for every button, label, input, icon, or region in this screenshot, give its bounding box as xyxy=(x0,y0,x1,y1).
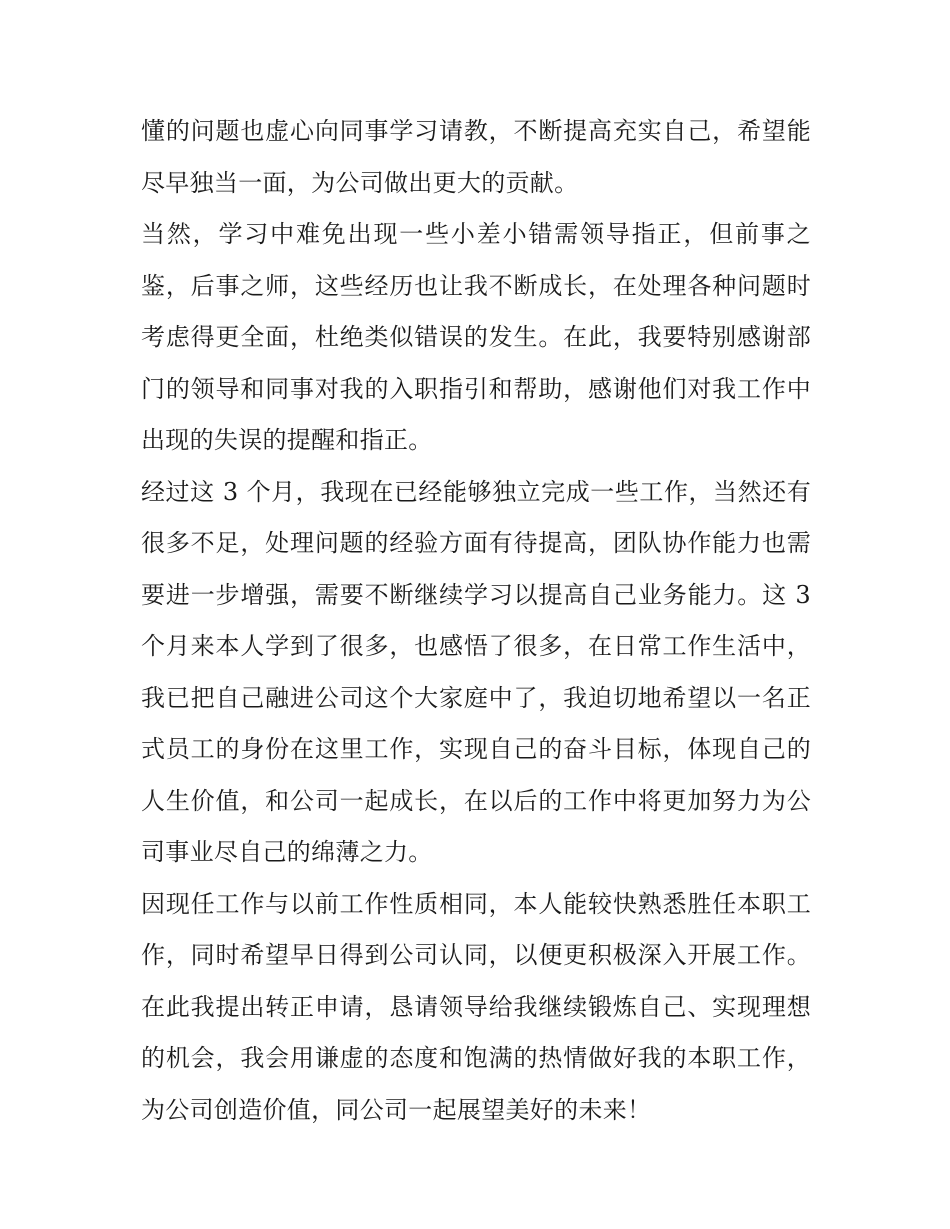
document-body xyxy=(141,106,811,1136)
paragraph-1: 懂的问题也虚心向同事学习请教，不断提高充实自己，希望能尽早独当一面，为公司做出更大的贡献。 xyxy=(141,117,811,197)
paragraph-3: 经过这 3 个月，我现在已经能够独立完成一些工作，当然还有很多不足，处理问题的经验方面有待提高，团队协作能力也需要进一步增强，需要不断继续学习以提高自己业务能力。这 3 个月来本人学到了很多，也感悟了很多，在日常工作生活中，我已把自己融进公司这个大家庭中了，我迫切地希望以一名正式员工的身份在这里工作，实现自己的奋斗目标，体现自己的人生价值，和公司一起成长，在以后的工作中将更加努力为公司事业尽自己的绵薄之力。 xyxy=(141,477,811,866)
paragraph-2: 当然，学习中难免出现一些小差小错需领导指正，但前事之鉴，后事之师，这些经历也让我不断成长，在处理各种问题时考虑得更全面，杜绝类似错误的发生。在此，我要特别感谢部门的领导和同事对我的入职指引和帮助，感谢他们对我工作中出现的失误的提醒和指正。 xyxy=(141,220,811,454)
paragraph-4: 因现任工作与以前工作性质相同，本人能较快熟悉胜任本职工作，同时希望早日得到公司认同，以便更积极深入开展工作。在此我提出转正申请，恳请领导给我继续锻炼自己、实现理想的机会，我会用谦虚的态度和饱满的热情做好我的本职工作，为公司创造价值，同公司一起展望美好的未来！ xyxy=(141,889,811,1124)
